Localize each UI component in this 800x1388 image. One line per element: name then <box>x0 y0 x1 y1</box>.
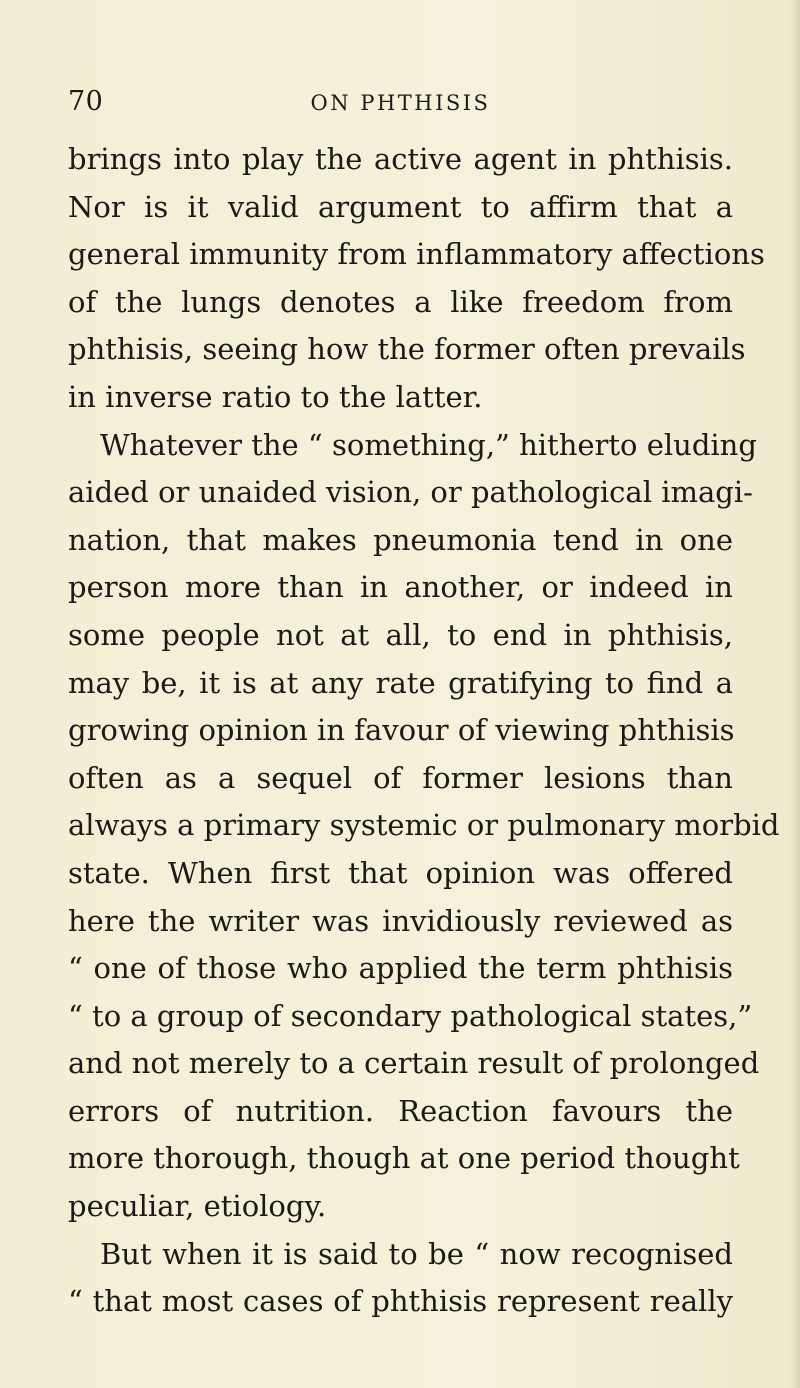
text-line: peculiar, etiology. <box>68 1189 327 1224</box>
page-header <box>68 84 733 120</box>
text-line: more thorough, though at one period thought <box>68 1141 740 1176</box>
page-number: 70 <box>68 86 104 117</box>
text-line: of the lungs denotes a like freedom from <box>68 284 733 319</box>
text-line: “ one of those who applied the term phthisis <box>68 951 733 986</box>
text-line: “ to a group of secondary pathological states,” <box>68 998 753 1033</box>
text-line: phthisis, seeing how the former often prevails <box>68 332 746 367</box>
text-line: often as a sequel of former lesions than <box>68 760 733 795</box>
text-line: growing opinion in favour of viewing phthisis <box>68 713 735 748</box>
text-line: errors of nutrition. Reaction favours the <box>68 1093 733 1128</box>
text-line: Nor is it valid argument to affirm that a <box>68 189 733 224</box>
text-line: state. When first that opinion was offered <box>68 855 733 890</box>
text-line: in inverse ratio to the latter. <box>68 379 483 414</box>
text-line: brings into play the active agent in phthisis. <box>68 142 733 176</box>
text-line: nation, that makes pneumonia tend in one <box>68 522 733 557</box>
text-line: Whatever the “ something,” hitherto eluding <box>100 427 757 462</box>
text-line: may be, it is at any rate gratifying to find a <box>68 665 733 700</box>
text-line: “ that most cases of phthisis represent really <box>68 1284 733 1319</box>
running-head: ON PHTHISIS <box>310 91 491 115</box>
text-line: here the writer was invidiously reviewed as <box>68 903 733 938</box>
body-text <box>68 136 780 1326</box>
text-line: some people not at all, to end in phthisis, <box>68 617 733 652</box>
text-line: general immunity from inflammatory affections <box>68 237 765 272</box>
text-line: But when it is said to be “ now recognised <box>100 1236 733 1271</box>
text-line: aided or unaided vision, or pathological imagi- <box>68 475 753 510</box>
text-line: and not merely to a certain result of prolonged <box>68 1046 760 1081</box>
page-edge-shadow <box>790 0 800 1388</box>
text-line: always a primary systemic or pulmonary morbid <box>68 808 780 843</box>
text-line: person more than in another, or indeed in <box>68 570 733 605</box>
